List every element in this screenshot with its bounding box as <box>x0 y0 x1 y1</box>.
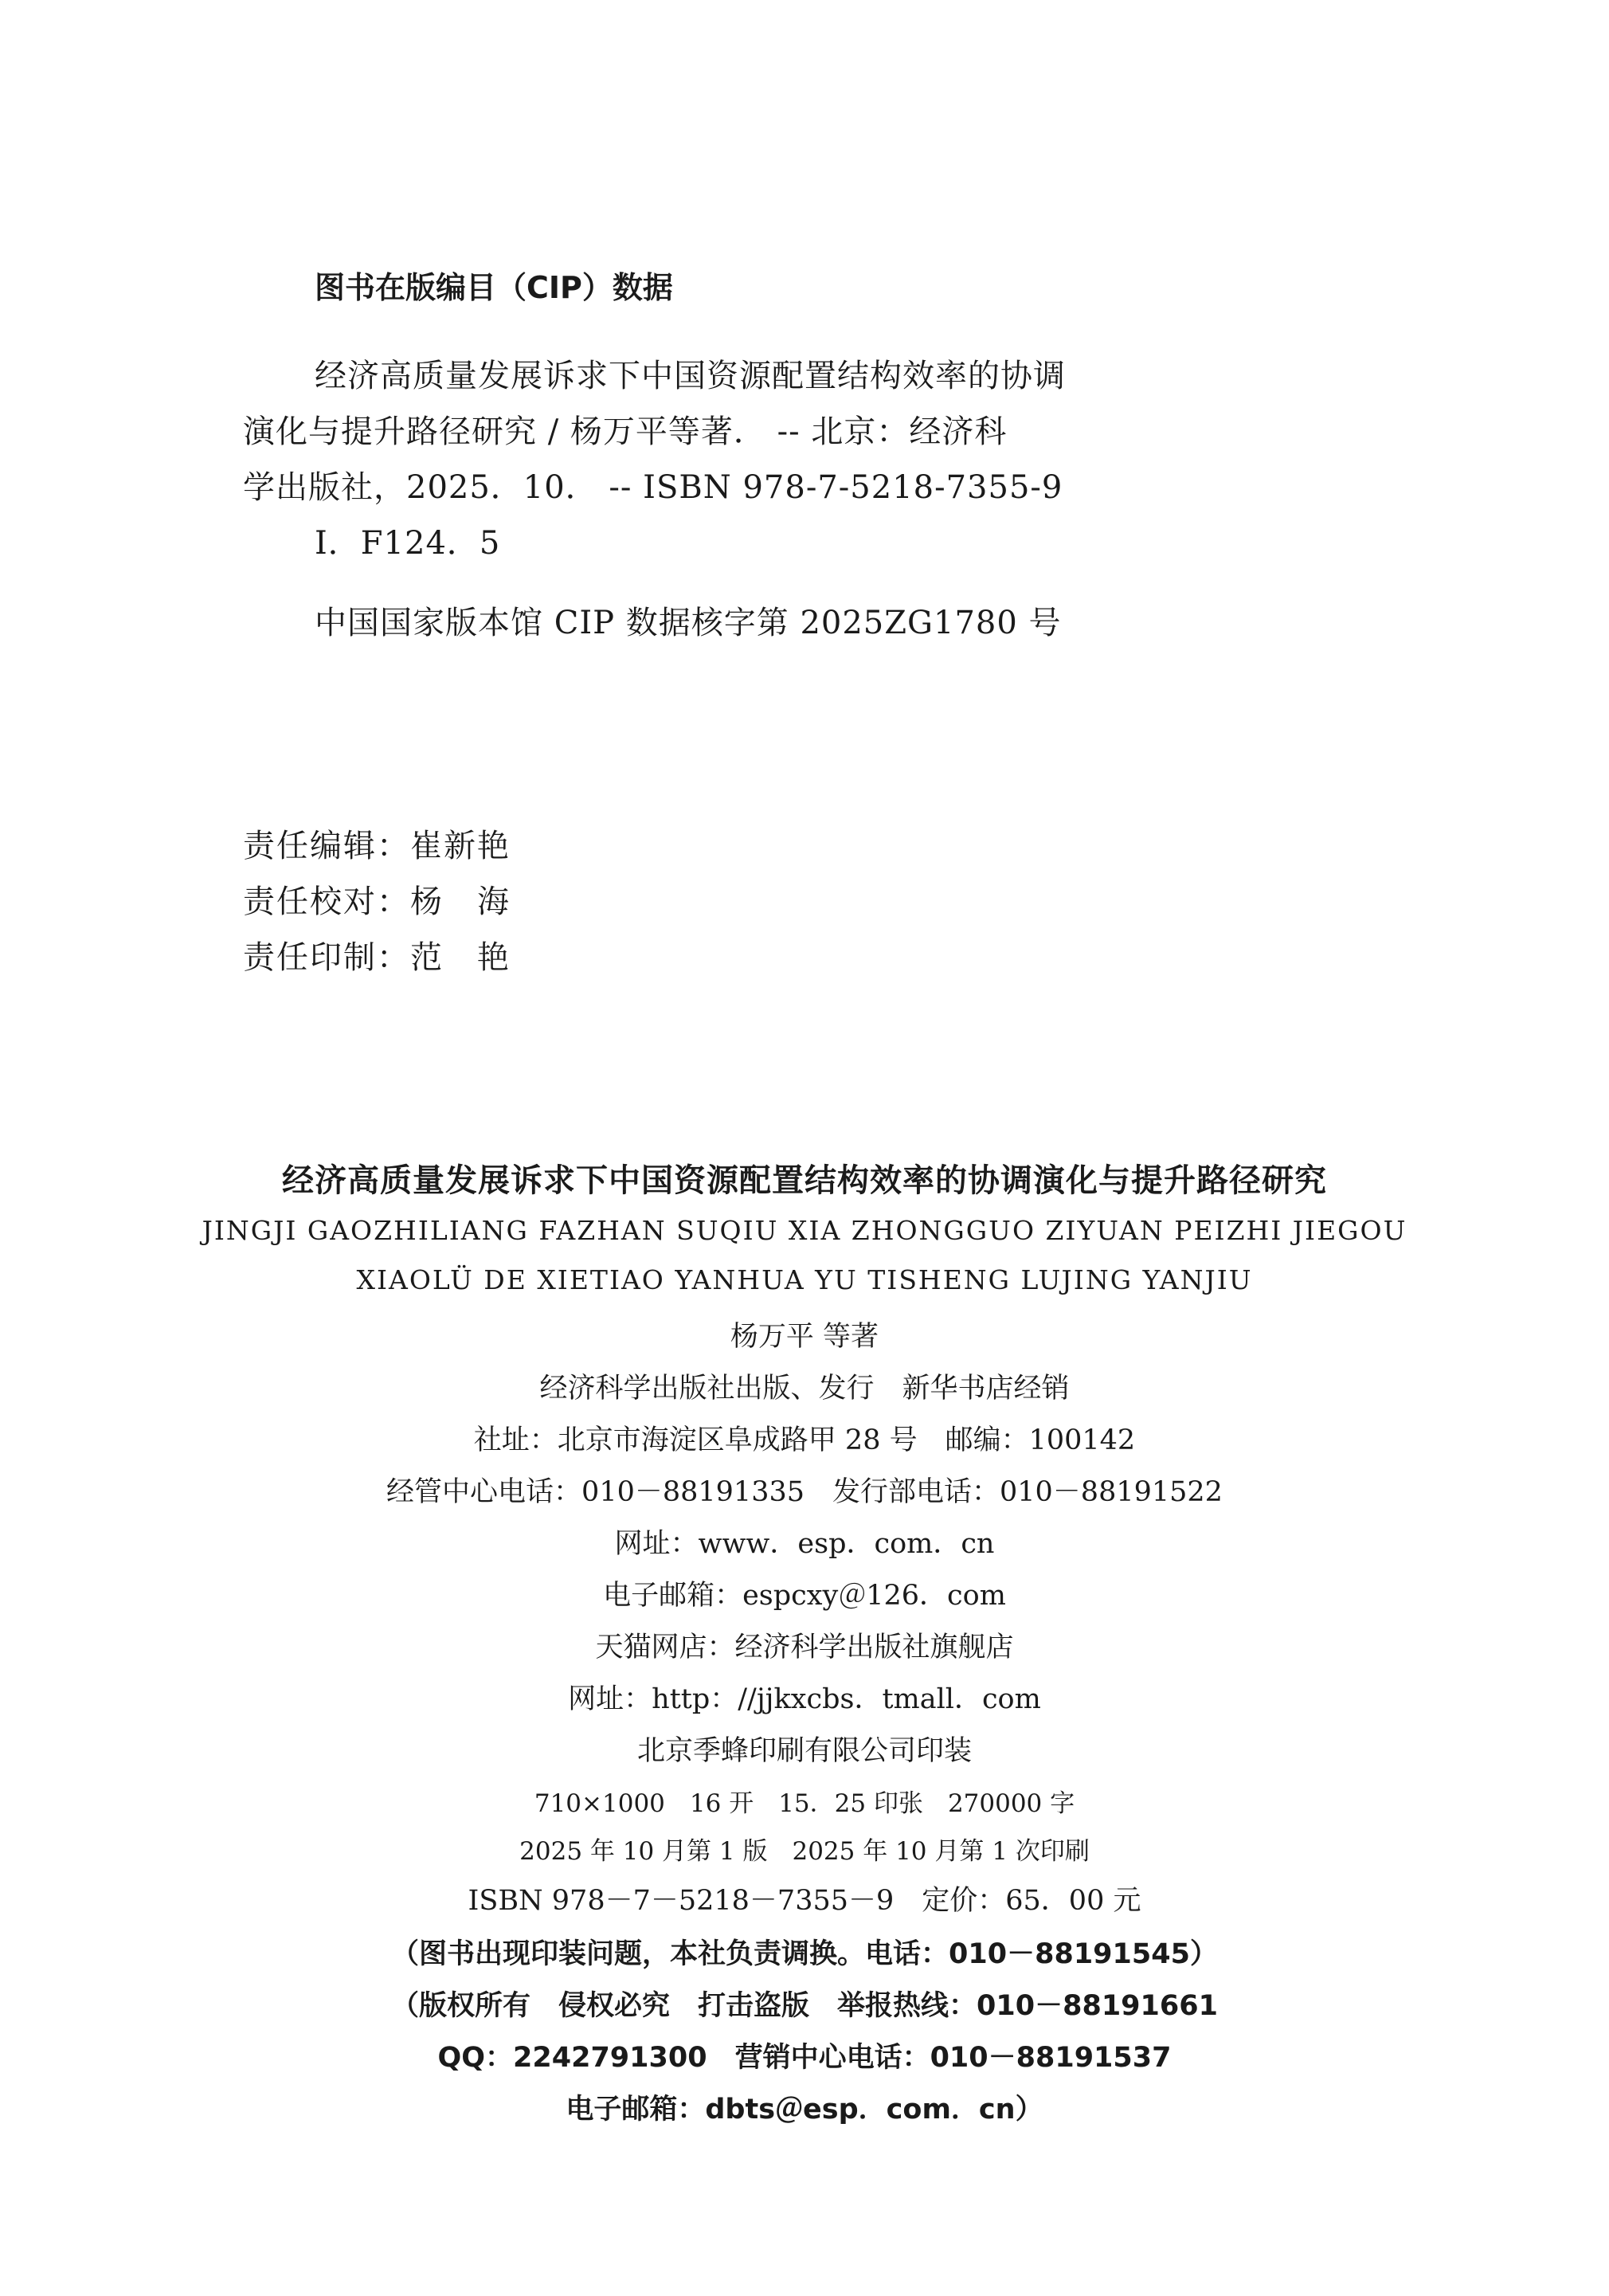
pinyin-title-line-1: JINGJI GAOZHILIANG FAZHAN SUQIU XIA ZHONGGUO ZIYUAN PEIZHI JIEGOU <box>202 1215 1407 1246</box>
pinyin-title-line-2: XIAOLÜ DE XIETIAO YANHUA YU TISHENG LUJING YANJIU <box>356 1264 1253 1295</box>
specs: 710×1000 16 开 15．25 印张 270000 字 <box>534 1789 1075 1818</box>
printer: 北京季蜂印刷有限公司印装 <box>636 1735 972 1767</box>
cip-line-2: 演化与提升路径研究 / 杨万平等著． -- 北京：经济科 <box>243 413 1008 450</box>
cip-classification: Ⅰ．F124．5 <box>315 525 501 562</box>
cip-heading: 图书在版编目（CIP）数据 <box>315 270 673 305</box>
phones: 经管中心电话：010－88191335 发行部电话：010－88191522 <box>386 1476 1223 1508</box>
notice-email: 电子邮箱：dbts＠esp．com．cn） <box>566 2094 1043 2126</box>
email: 电子邮箱：espcxy＠126．com <box>603 1580 1006 1612</box>
book-title: 经济高质量发展诉求下中国资源配置结构效率的协调演化与提升路径研究 <box>282 1162 1327 1199</box>
notice-copyright: （版权所有 侵权必究 打击盗版 举报热线：010－88191661 <box>391 1990 1218 2022</box>
cip-line-1: 经济高质量发展诉求下中国资源配置结构效率的协调 <box>315 358 1066 394</box>
notice-qq: QQ：2242791300 营销中心电话：010－88191537 <box>437 2042 1172 2074</box>
cip-line-3: 学出版社，2025．10． -- ISBN 978-7-5218-7355-9 <box>243 469 1063 506</box>
isbn-price: ISBN 978－7－5218－7355－9 定价：65．00 元 <box>468 1885 1141 1917</box>
staff-editor: 责任编辑：崔新艳 <box>243 828 511 864</box>
edition: 2025 年 10 月第 1 版 2025 年 10 月第 1 次印刷 <box>519 1837 1090 1866</box>
notice-misprint: （图书出现印装问题，本社负责调换。电话：010－88191545） <box>391 1938 1218 1970</box>
cip-record-number: 中国国家版本馆 CIP 数据核字第 2025ZG1780 号 <box>315 605 1062 641</box>
publisher: 经济科学出版社出版、发行 新华书店经销 <box>539 1373 1070 1405</box>
tmall-url: 网址：http：//jjkxcbs．tmall．com <box>568 1683 1041 1715</box>
staff-printing: 责任印制：范 艳 <box>243 939 511 976</box>
website: 网址：www．esp．com．cn <box>614 1528 995 1560</box>
author: 杨万平 等著 <box>730 1321 879 1353</box>
address: 社址：北京市海淀区阜成路甲 28 号 邮编：100142 <box>473 1424 1136 1456</box>
staff-proofreader: 责任校对：杨 海 <box>243 884 511 920</box>
tmall-store: 天猫网店：经济科学出版社旗舰店 <box>595 1632 1014 1663</box>
